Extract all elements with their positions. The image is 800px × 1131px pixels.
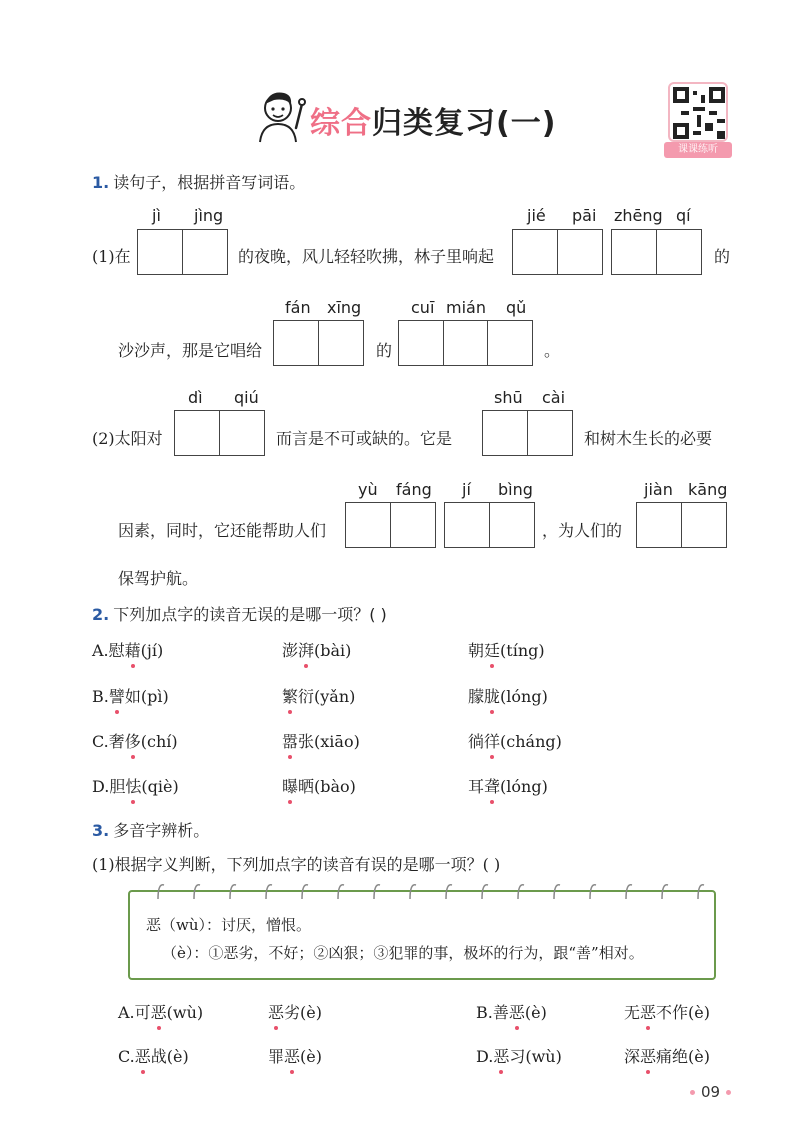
q2-heading-text: 下列加点字的读音无误的是哪一项？( ) — [113, 605, 387, 624]
dotted-char: 廷 — [484, 638, 500, 661]
pinyin-qu: qǔ — [506, 298, 527, 317]
answer-cell[interactable] — [318, 320, 364, 366]
option-item[interactable] — [92, 774, 179, 797]
option-text: 可 — [134, 1003, 151, 1022]
dotted-char: 怯 — [125, 774, 141, 797]
q2-heading — [92, 602, 387, 625]
answer-cell[interactable] — [482, 410, 528, 456]
definition-note-box — [128, 890, 716, 980]
option-item[interactable] — [118, 1000, 203, 1023]
option-reading: 痛绝(è) — [656, 1047, 710, 1066]
answer-cell[interactable] — [489, 502, 535, 548]
dotted-char: 徉 — [484, 729, 500, 752]
dot-right — [726, 1090, 731, 1095]
pinyin-mian: mián — [446, 298, 486, 317]
pinyin-di: dì — [188, 388, 203, 407]
option-item[interactable] — [468, 729, 562, 752]
q1-heading — [92, 170, 305, 193]
answer-grid-jijing[interactable] — [137, 229, 228, 275]
q3-sub-question: (1)根据字义判断，下列加点字的读音有误的是哪一项？( ) — [92, 855, 501, 874]
dotted-char: 譬 — [109, 684, 125, 707]
answer-grid-yufang[interactable] — [345, 502, 436, 548]
option-reading: (qiè) — [141, 777, 179, 796]
option-item[interactable] — [624, 1044, 710, 1067]
answer-cell[interactable] — [681, 502, 727, 548]
answer-cell[interactable] — [174, 410, 220, 456]
option-item[interactable] — [268, 1000, 322, 1023]
pinyin-fan: fán — [285, 298, 311, 317]
answer-cell[interactable] — [398, 320, 444, 366]
answer-cell[interactable] — [137, 229, 183, 275]
q3-number: 3. — [92, 821, 110, 840]
q1-p2-line2-intro: 因素，同时，它还能帮助人们 — [118, 521, 327, 540]
qr-tag: 课课练听 — [664, 142, 732, 158]
pinyin-fang: fáng — [396, 480, 432, 499]
option-reading: (tíng) — [500, 641, 545, 660]
option-item[interactable] — [624, 1000, 710, 1023]
q1-p2-end: 和树木生长的必要 — [584, 429, 713, 448]
option-item[interactable] — [282, 729, 360, 752]
option-reading: (chí) — [140, 732, 178, 751]
mascot-illustration — [252, 86, 308, 144]
option-reading: 张(xiāo) — [298, 732, 360, 751]
option-text: 奢 — [108, 732, 125, 751]
q1-p2-line2-mid: ，为人们的 — [542, 521, 623, 540]
option-label: D. — [476, 1047, 494, 1066]
pinyin-zheng: zhēng — [614, 206, 663, 225]
option-item[interactable] — [118, 1044, 189, 1067]
answer-cell[interactable] — [527, 410, 573, 456]
answer-cell[interactable] — [656, 229, 702, 275]
option-reading: (è) — [300, 1047, 322, 1066]
title-rest: 归类复习(一) — [372, 106, 557, 141]
option-text: 善 — [492, 1003, 509, 1022]
q1-p1-after-1: 的夜晚，风儿轻轻吹拂，林子里响起 — [238, 247, 495, 266]
answer-cell[interactable] — [611, 229, 657, 275]
pinyin-cai: cài — [542, 388, 566, 407]
pinyin-shu: shū — [494, 388, 523, 407]
q1-p1-line2-end: 。 — [544, 341, 561, 360]
answer-cell[interactable] — [390, 502, 436, 548]
pinyin-ji: jì — [152, 206, 161, 225]
page-title — [310, 98, 556, 142]
option-label: B. — [476, 1003, 493, 1022]
option-reading: 习(wù) — [509, 1047, 562, 1066]
pinyin-cui: cuī — [411, 298, 435, 317]
answer-grid-jiankang[interactable] — [636, 502, 727, 548]
option-reading: 劣(è) — [284, 1003, 322, 1022]
q2-number: 2. — [92, 605, 110, 624]
option-reading: (cháng) — [500, 732, 562, 751]
pinyin-xing: xīng — [327, 298, 362, 317]
answer-cell[interactable] — [444, 502, 490, 548]
option-text: 深 — [624, 1047, 641, 1066]
dotted-char: 恶 — [509, 1000, 525, 1023]
option-text: 耳 — [468, 777, 485, 796]
option-reading: (lóng) — [500, 687, 548, 706]
answer-cell[interactable] — [443, 320, 489, 366]
pinyin-pai: pāi — [572, 206, 597, 225]
option-reading: 晒(bào) — [298, 777, 356, 796]
option-reading: (wù) — [166, 1003, 204, 1022]
note-line-1: 恶（wù）：讨厌，憎恨。 — [146, 916, 312, 934]
option-reading: (è) — [524, 1003, 547, 1022]
answer-grid-cuimianqu[interactable] — [398, 320, 533, 366]
option-text: 胆 — [109, 777, 126, 796]
dotted-char: 聋 — [484, 774, 500, 797]
option-item[interactable] — [468, 638, 545, 661]
option-reading: 如(pì) — [124, 687, 169, 706]
dotted-char: 藉 — [125, 638, 141, 661]
note-line-2: （è）：①恶劣，不好；②凶狠；③犯罪的事，极坏的行为，跟“善”相对。 — [162, 944, 644, 962]
answer-grid-jibing[interactable] — [444, 502, 535, 548]
q1-p2-intro: (2)太阳对 — [92, 429, 163, 448]
pinyin-qi: qí — [676, 206, 691, 225]
dot-left — [690, 1090, 695, 1095]
option-item[interactable] — [282, 638, 351, 661]
option-reading: 衍(yǎn) — [298, 687, 356, 706]
option-item[interactable] — [476, 1044, 562, 1067]
option-reading: (lóng) — [500, 777, 548, 796]
dotted-char: 恶 — [640, 1000, 656, 1023]
option-item[interactable] — [282, 684, 355, 707]
dotted-char: 恶 — [284, 1044, 300, 1067]
page-number — [684, 1083, 737, 1101]
answer-cell[interactable] — [345, 502, 391, 548]
answer-cell[interactable] — [182, 229, 228, 275]
option-item[interactable] — [468, 774, 548, 797]
q1-heading-text: 读句子，根据拼音写词语。 — [113, 173, 306, 192]
pinyin-jian: jiàn — [644, 480, 673, 499]
option-reading: 战(è) — [150, 1047, 189, 1066]
q1-p1-line2-intro: 沙沙声，那是它唱给 — [118, 341, 263, 360]
option-reading: 不作(è) — [656, 1003, 710, 1022]
q1-number: 1. — [92, 173, 110, 192]
q1-p1-intro: (1)在 — [92, 247, 131, 266]
option-label: A. — [118, 1003, 135, 1022]
qr-code-icon — [673, 87, 725, 139]
option-item[interactable] — [92, 638, 163, 661]
pinyin-yu: yù — [358, 480, 378, 499]
dotted-char: 恶 — [640, 1044, 656, 1067]
answer-cell[interactable] — [636, 502, 682, 548]
option-reading: (jí) — [140, 641, 164, 660]
answer-grid-jiepai[interactable] — [512, 229, 603, 275]
qr-code[interactable] — [668, 82, 728, 142]
title-highlight: 综合 — [310, 106, 372, 141]
pinyin-bing: bìng — [498, 480, 533, 499]
option-reading: (bài) — [314, 641, 352, 660]
answer-grid-diqiu[interactable] — [174, 410, 265, 456]
q1-p2-line3: 保驾护航。 — [118, 569, 199, 588]
answer-cell[interactable] — [512, 229, 558, 275]
option-text: 慰 — [108, 641, 125, 660]
dotted-char: 繁 — [282, 684, 298, 707]
q3-heading — [92, 818, 209, 841]
pinyin-ji-2: jí — [462, 480, 471, 499]
option-item[interactable] — [268, 1044, 322, 1067]
answer-cell[interactable] — [219, 410, 265, 456]
dotted-char: 恶 — [493, 1044, 509, 1067]
option-text: 朝 — [468, 641, 485, 660]
dotted-char: 恶 — [268, 1000, 284, 1023]
answer-cell[interactable] — [557, 229, 603, 275]
option-text: 澎 — [282, 641, 299, 660]
pinyin-qiu: qiú — [234, 388, 259, 407]
pinyin-jie: jié — [527, 206, 546, 225]
dotted-char: 嚣 — [282, 729, 298, 752]
dotted-char: 侈 — [125, 729, 141, 752]
pinyin-jing: jìng — [194, 206, 224, 225]
answer-cell[interactable] — [487, 320, 533, 366]
option-text: 徜 — [468, 732, 485, 751]
pinyin-kang: kāng — [688, 480, 728, 499]
dotted-char: 恶 — [151, 1000, 167, 1023]
option-label: C. — [118, 1047, 135, 1066]
option-text: 无 — [624, 1003, 641, 1022]
option-label: D. — [92, 777, 110, 796]
q1-p1-after-2: 的 — [714, 247, 731, 266]
option-item[interactable] — [92, 729, 178, 752]
dotted-char: 恶 — [135, 1044, 151, 1067]
dotted-char: 胧 — [484, 684, 500, 707]
notebook-rings — [150, 881, 710, 901]
dotted-char: 湃 — [298, 638, 314, 661]
option-item[interactable] — [476, 1000, 547, 1023]
option-label: A. — [92, 641, 109, 660]
answer-grid-fanxing[interactable] — [273, 320, 364, 366]
answer-grid-zhengqi[interactable] — [611, 229, 702, 275]
answer-grid-shucai[interactable] — [482, 410, 573, 456]
option-text: 朦 — [468, 687, 485, 706]
q3-heading-text: 多音字辨析。 — [113, 821, 210, 840]
option-text: 罪 — [268, 1047, 285, 1066]
page-number-text: 09 — [701, 1083, 721, 1101]
q1-p1-line2-mid: 的 — [376, 341, 393, 360]
dotted-char: 曝 — [282, 774, 298, 797]
option-item[interactable] — [282, 774, 356, 797]
answer-cell[interactable] — [273, 320, 319, 366]
option-item[interactable] — [92, 684, 169, 707]
option-label: C. — [92, 732, 109, 751]
q1-p2-mid: 而言是不可或缺的。它是 — [276, 429, 453, 448]
option-label: B. — [92, 687, 109, 706]
option-item[interactable] — [468, 684, 548, 707]
